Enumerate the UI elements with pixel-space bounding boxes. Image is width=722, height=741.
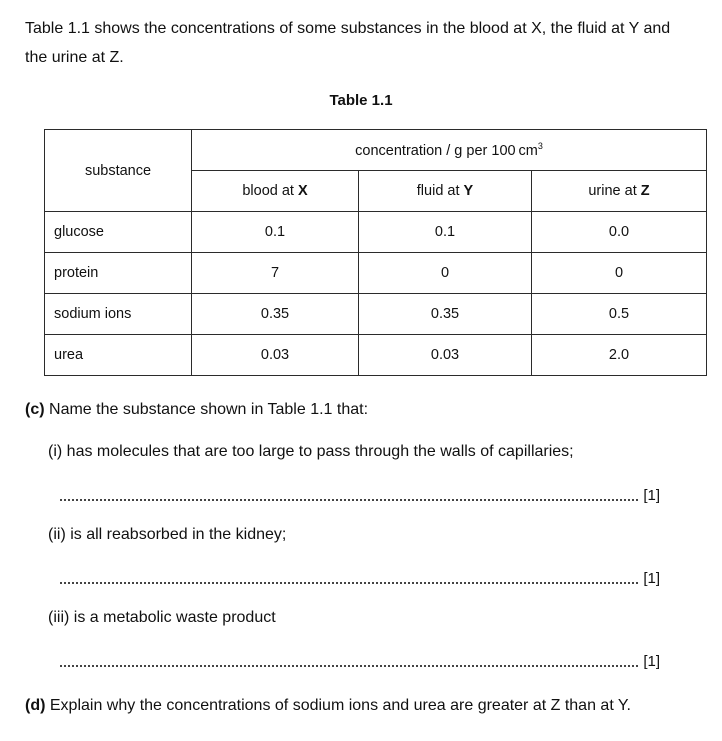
value-cell: 0.03 xyxy=(359,335,532,376)
question-c xyxy=(25,401,368,419)
table-row xyxy=(45,294,707,335)
answer-line-c-i[interactable] xyxy=(60,484,660,504)
mark-allocation: [1] xyxy=(643,487,660,504)
question-c-iii: (iii) is a metabolic waste product xyxy=(48,609,276,626)
intro-text: Table 1.1 shows the concentrations of some substances in the blood at X, the fluid at Y and the urine at Z. xyxy=(25,20,671,66)
substance-cell: urea xyxy=(45,335,192,376)
question-c-i: (i) has molecules that are too large to pass through the walls of capillaries; xyxy=(48,443,574,460)
table-row xyxy=(45,253,707,294)
concentration-header-exponent: 3 xyxy=(537,141,543,152)
substance-cell: glucose xyxy=(45,212,192,253)
table-header-row xyxy=(45,130,707,171)
value-cell: 0.0 xyxy=(532,212,707,253)
concentration-table xyxy=(44,129,707,376)
column-header-blood: blood at X xyxy=(192,171,359,212)
value-cell: 0.03 xyxy=(192,335,359,376)
answer-line-c-ii[interactable] xyxy=(60,567,660,587)
question-c-ii: (ii) is all reabsorbed in the kidney; xyxy=(48,526,287,543)
column-header-fluid: fluid at Y xyxy=(359,171,532,212)
value-cell: 0.35 xyxy=(359,294,532,335)
concentration-header-text: concentration / g per 100 cm xyxy=(355,142,538,159)
value-cell: 0.5 xyxy=(532,294,707,335)
substance-cell: sodium ions xyxy=(45,294,192,335)
value-cell: 0.1 xyxy=(359,212,532,253)
value-cell: 0.35 xyxy=(192,294,359,335)
value-cell: 0 xyxy=(532,253,707,294)
question-d-label: (d) xyxy=(25,697,46,714)
substance-header: substance xyxy=(45,130,192,212)
value-cell: 7 xyxy=(192,253,359,294)
concentration-header xyxy=(192,130,707,171)
table-row xyxy=(45,335,707,376)
table-caption: Table 1.1 xyxy=(329,92,393,109)
table-row xyxy=(45,212,707,253)
question-c-text: Name the substance shown in Table 1.1 that: xyxy=(44,401,369,418)
question-d xyxy=(25,691,685,720)
column-header-urine: urine at Z xyxy=(532,171,707,212)
value-cell: 2.0 xyxy=(532,335,707,376)
mark-allocation: [1] xyxy=(643,570,660,587)
question-c-label: (c) xyxy=(25,401,45,418)
value-cell: 0.1 xyxy=(192,212,359,253)
question-d-text: Explain why the concentrations of sodium ions and urea are greater at Z than at Y. xyxy=(45,697,631,714)
substance-cell: protein xyxy=(45,253,192,294)
answer-line-c-iii[interactable] xyxy=(60,650,660,670)
mark-allocation: [1] xyxy=(643,653,660,670)
value-cell: 0 xyxy=(359,253,532,294)
